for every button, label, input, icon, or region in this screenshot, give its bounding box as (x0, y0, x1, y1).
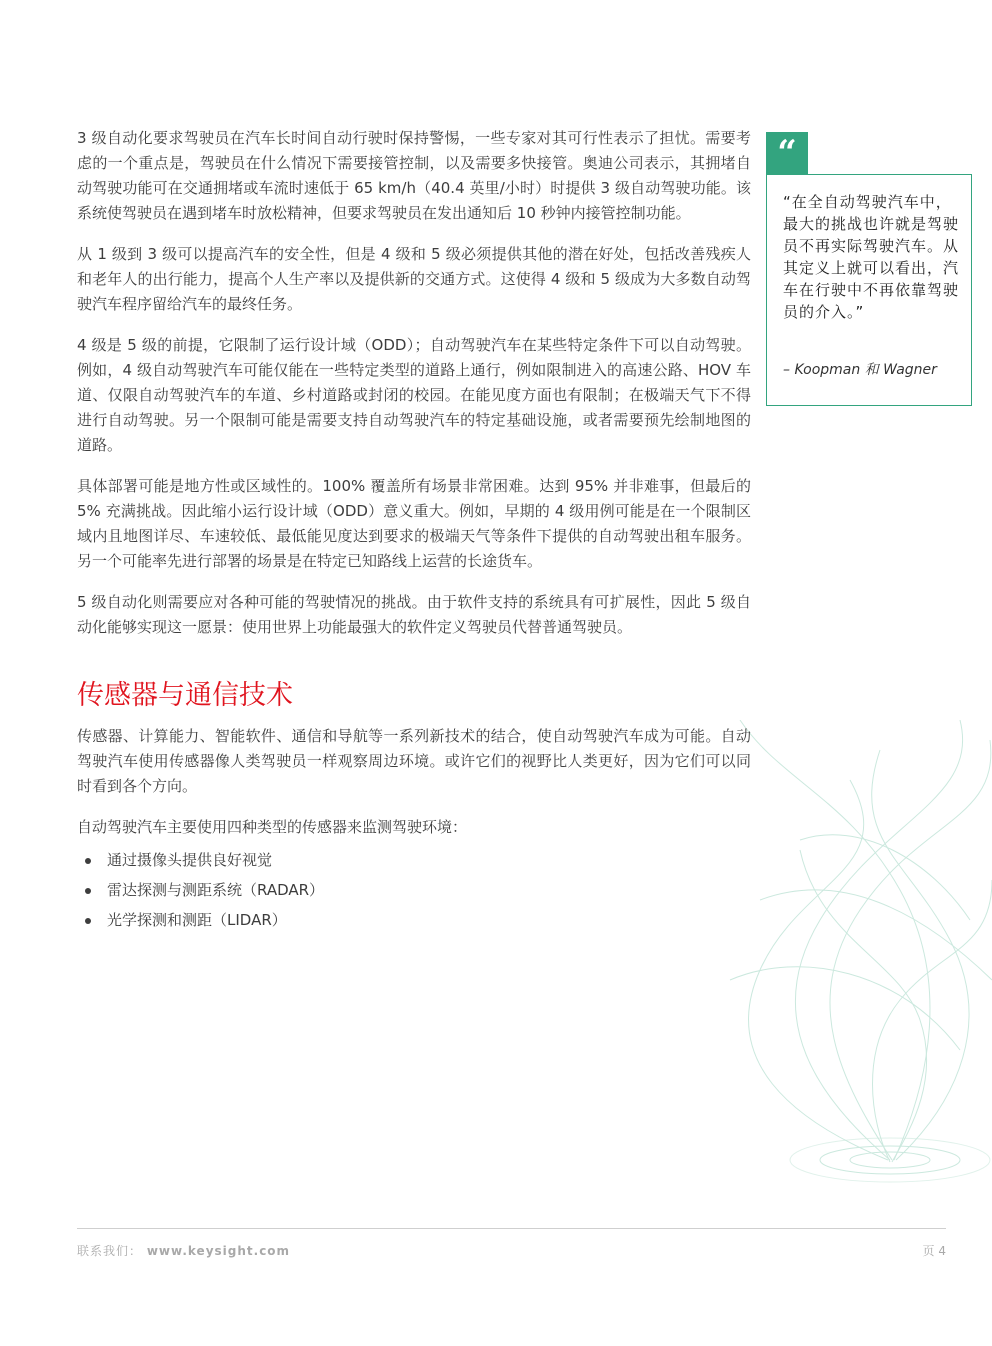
list-item-text: 通过摄像头提供良好视觉 (107, 851, 273, 869)
list-item (77, 908, 751, 933)
footer-contact-label: 联系我们： (77, 1244, 143, 1258)
list-item-text: 光学探测和测距（LIDAR） (107, 911, 287, 929)
quote-text: “在全自动驾驶汽车中，最大的挑战也许就是驾驶员不再实际驾驶汽车。从其定义上就可以看出，汽车在行驶中不再依靠驾驶员的介入。” (783, 193, 960, 321)
list-item (77, 848, 751, 873)
bullet-icon (85, 918, 91, 924)
paragraph: 4 级是 5 级的前提，它限制了运行设计域（ODD）；自动驾驶汽车在某些特定条件下可以自动驾驶。例如，4 级自动驾驶汽车可能仅能在一些特定类型的道路上通行，例如限制进入的高速公路、HOV 车道、仅限自动驾驶汽车的车道、乡村道路或封闭的校园。在能见度方面也有限制；在极端天气下不得进行自动驾驶。另一个限制可能是需要支持自动驾驶汽车的特定基础设施，或者需要预先绘制地图的道路。 (77, 336, 751, 454)
list-item-text: 雷达探测与测距系统（RADAR） (107, 881, 325, 899)
quote-author: – Koopman 和 Wagner (783, 362, 937, 378)
footer-url-link[interactable]: www.keysight.com (146, 1244, 291, 1258)
paragraph: 传感器、计算能力、智能软件、通信和导航等一系列新技术的结合，使自动驾驶汽车成为可能。自动驾驶汽车使用传感器像人类驾驶员一样观察周边环境。或许它们的视野比人类更好，因为它们可以同时看到各个方向。 (77, 727, 751, 795)
page-number: 页 4 (922, 1244, 946, 1258)
quote-mark-icon: “ (766, 132, 808, 174)
list-item (77, 878, 751, 903)
bullet-icon (85, 858, 91, 864)
paragraph: 具体部署可能是地方性或区域性的。100% 覆盖所有场景非常困难。达到 95% 并非难事，但最后的 5% 充满挑战。因此缩小运行设计域（ODD）意义重大。例如，早期的 4 级用例可能是在一个限制区域内且地图详尽、车速较低、最低能见度达到要求的极端天气等条件下提供的自动驾驶出租车服务。另一个可能率先进行部署的场景是在特定已知路线上运营的长途货车。 (77, 477, 751, 570)
footer-divider (77, 1228, 946, 1229)
paragraph: 5 级自动化则需要应对各种可能的驾驶情况的挑战。由于软件支持的系统具有可扩展性，因此 5 级自动化能够实现这一愿景：使用世界上功能最强大的软件定义驾驶员代替普通驾驶员。 (77, 593, 751, 636)
paragraph: 3 级自动化要求驾驶员在汽车长时间自动行驶时保持警惕，一些专家对其可行性表示了担忧。需要考虑的一个重点是，驾驶员在什么情况下需要接管控制，以及需要多快接管。奥迪公司表示，其拥堵自动驾驶功能可在交通拥堵或车流时速低于 65 km/h（40.4 英里/小时）时提供 3 级自动驾驶功能。该系统使驾驶员在遇到堵车时放松精神，但要求驾驶员在发出通知后 10 秒钟内接管控制功能。 (77, 129, 751, 222)
main-content (77, 126, 751, 938)
bullet-icon (85, 888, 91, 894)
paragraph: 自动驾驶汽车主要使用四种类型的传感器来监测驾驶环境： (77, 818, 468, 836)
sensor-list (77, 848, 751, 933)
paragraph: 从 1 级到 3 级可以提高汽车的安全性，但是 4 级和 5 级必须提供其他的潜在好处，包括改善残疾人和老年人的出行能力，提高个人生产率以及提供新的交通方式。这使得 4 级和 5 级成为大多数自动驾驶汽车程序留给汽车的最终任务。 (77, 245, 751, 313)
section-heading: 传感器与通信技术 (77, 680, 293, 711)
quote-box (766, 174, 972, 406)
footer-contact (77, 1242, 290, 1259)
